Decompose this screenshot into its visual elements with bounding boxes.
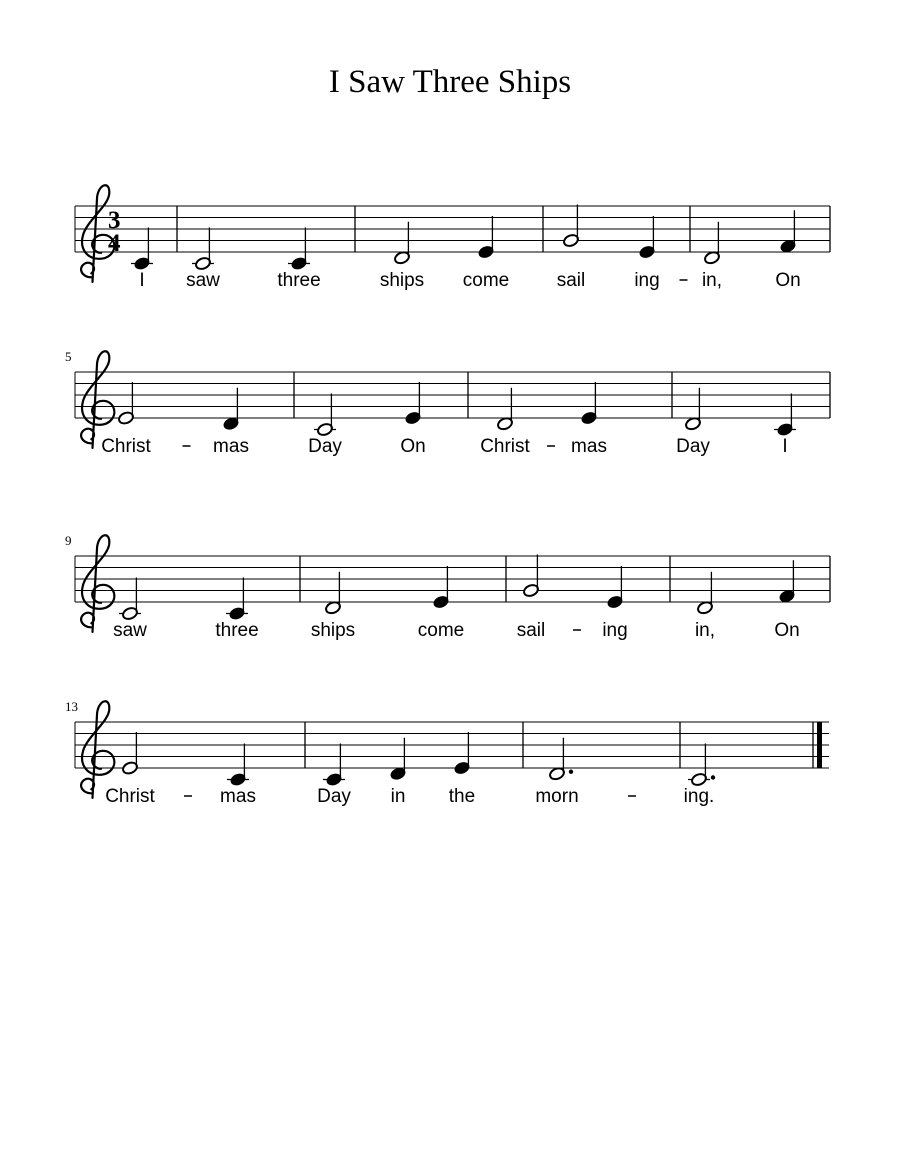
note (548, 738, 573, 781)
note (222, 388, 239, 431)
note (562, 205, 579, 248)
lyric-syllable: Christ (480, 436, 530, 457)
lyric-syllable: ing (634, 270, 660, 291)
note (121, 732, 138, 775)
measure-number: 5 (65, 349, 72, 364)
note (580, 382, 597, 425)
note (393, 222, 410, 265)
note (131, 228, 153, 271)
lyric-syllable: the (448, 786, 476, 807)
lyric-syllable: Day (308, 436, 342, 457)
note (453, 732, 470, 775)
lyric-syllable: ships (379, 270, 425, 291)
lyric-syllable: mas (571, 436, 607, 457)
note (477, 216, 494, 259)
treble-clef (81, 535, 114, 632)
lyric-syllable: sail (556, 270, 586, 291)
score-title: I Saw Three Ships (328, 64, 572, 100)
lyric-syllable: ships (310, 620, 356, 641)
lyric-syllable: I (782, 436, 788, 457)
lyric-syllable: On (774, 620, 800, 641)
note (119, 578, 141, 621)
lyric-syllable: in, (701, 270, 723, 291)
note (779, 210, 796, 253)
note (684, 388, 701, 431)
lyric-syllable: On (775, 270, 801, 291)
lyric-syllable: Day (317, 786, 351, 807)
note (227, 744, 249, 787)
note (404, 382, 421, 425)
treble-clef (81, 351, 114, 448)
lyric-syllable: mas (213, 436, 249, 457)
staff-system-4 (65, 699, 829, 807)
lyric-syllable: in, (694, 620, 716, 641)
lyric-syllable: Christ (105, 786, 155, 807)
lyric-syllable: in (390, 786, 406, 807)
lyric-syllable: come (462, 270, 510, 291)
measure-number: 9 (65, 533, 72, 548)
note (389, 738, 406, 781)
measure-number: 13 (65, 699, 78, 714)
note (323, 744, 345, 787)
lyric-syllable: ing. (683, 786, 715, 807)
lyric-syllable: Day (676, 436, 710, 457)
note (522, 555, 539, 598)
note (324, 572, 341, 615)
note (703, 222, 720, 265)
lyric-syllable: three (215, 620, 259, 641)
lyric-syllable: saw (186, 270, 220, 291)
note (774, 394, 796, 437)
augmentation-dot (711, 775, 715, 779)
lyric-syllable: On (400, 436, 426, 457)
note (117, 382, 134, 425)
note (638, 216, 655, 259)
note (778, 560, 795, 603)
lyric-syllable: saw (113, 620, 147, 641)
note (432, 566, 449, 609)
final-barline-thick (817, 722, 822, 768)
lyric-syllable: three (277, 270, 321, 291)
note (226, 578, 248, 621)
time-signature-top: 3 (108, 207, 121, 234)
note (314, 394, 336, 437)
augmentation-dot (569, 770, 573, 774)
note (688, 744, 715, 787)
lyric-syllable: I (139, 270, 145, 291)
treble-clef (81, 701, 114, 798)
staff-system-3 (65, 533, 830, 641)
note (696, 572, 713, 615)
note (192, 228, 214, 271)
staff-system-1 (75, 185, 830, 291)
note (496, 388, 513, 431)
lyric-syllable: Christ (101, 436, 151, 457)
lyric-syllable: ing (602, 620, 628, 641)
lyric-syllable: sail (516, 620, 546, 641)
lyric-syllable: come (417, 620, 465, 641)
lyric-syllable: mas (220, 786, 256, 807)
time-signature-bottom: 4 (108, 230, 121, 257)
note (288, 228, 310, 271)
lyric-syllable: morn (535, 786, 579, 807)
staff-system-2 (65, 349, 830, 457)
note (606, 566, 623, 609)
